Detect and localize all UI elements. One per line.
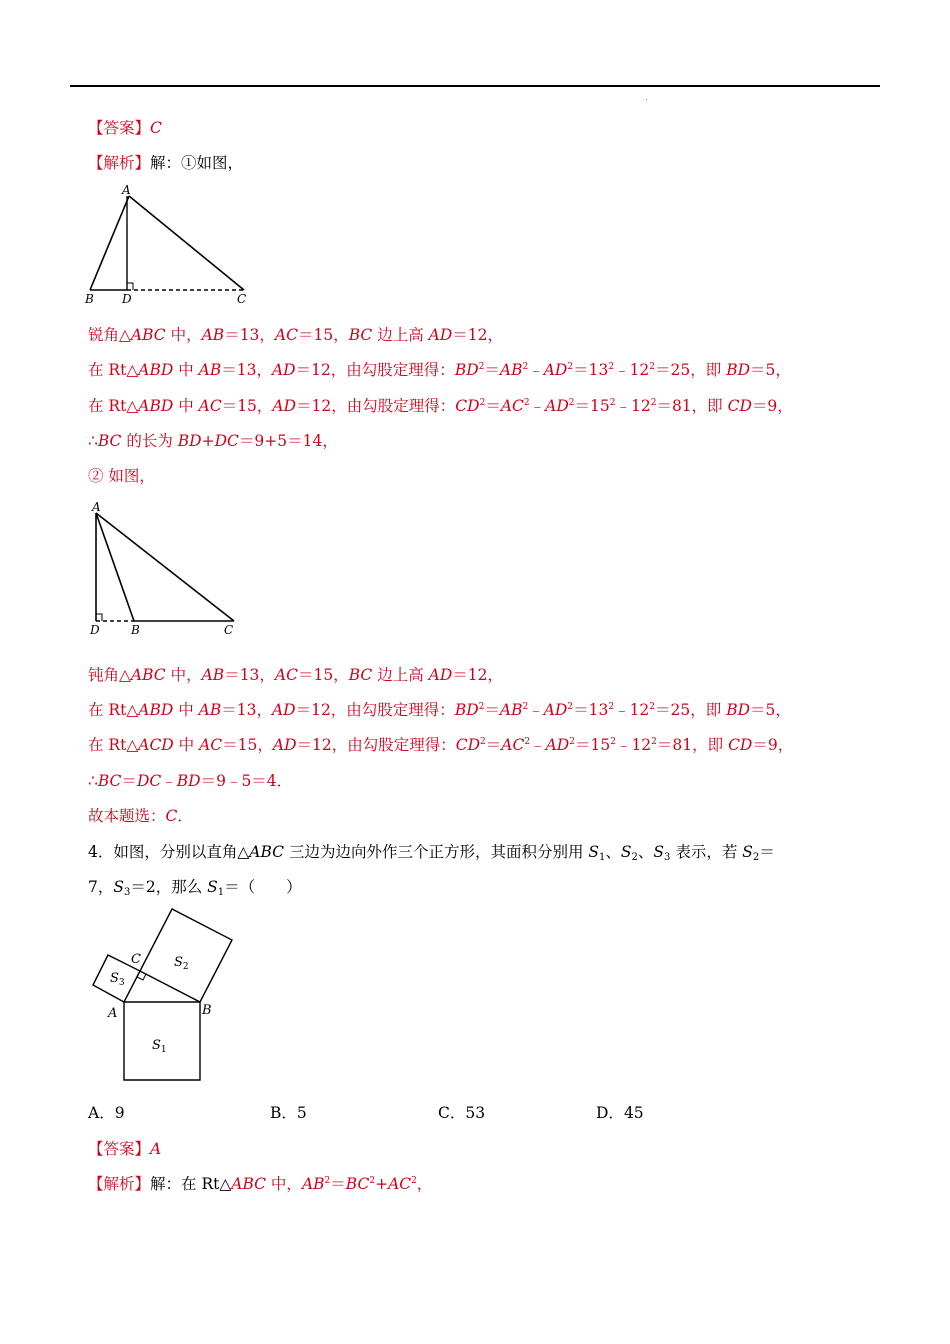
header-rule [70,85,880,87]
label-c: C [237,292,247,306]
analysis-line-2: 【解析】解：在 Rt△ABC 中，$AB^2=BC^2+AC^2$， [88,1175,433,1193]
side-ac [96,513,234,621]
side-ab [90,196,129,290]
option-c: C．53 [438,1104,486,1122]
figure-obtuse-triangle [84,497,244,642]
side-ab [96,513,134,621]
label-a: A [108,1006,118,1021]
square-s1 [124,1002,200,1080]
option-a: A．9 [88,1104,125,1122]
label-c: C [131,952,141,967]
label-b: B [85,292,94,306]
label-d: D [90,623,100,637]
label-a: A [92,500,101,514]
header-dot [646,99,647,100]
label-b: B [131,623,140,637]
label-c: C [224,623,234,637]
right-angle-mark [96,614,102,621]
label-d: D [122,292,132,306]
case2-line-1: 钝角△ABC 中，AB＝13，AC＝15，BC 边上高 AD＝12， [88,666,503,684]
analysis-line-1: 【解析】解：①如图， [88,154,244,172]
case1-line-2: 在 Rt△ABD 中 AB＝13，AD＝12，由勾股定理得：$BD^2=AB^2﹣AD^2=13^2﹣12^2=25$，即 BD＝5， [88,361,791,379]
case1-line-1: 锐角△ABC 中，AB＝13，AC＝15，BC 边上高 AD＝12， [88,326,503,344]
case2-line-4: ∴BC＝DC﹣BD＝9﹣5＝4． [88,772,293,790]
question-4-line-2: 7，$S_3=2$，那么 $S_1=$（ ） [88,878,302,898]
label-b: B [202,1003,212,1018]
case2-intro: ② 如图， [88,467,155,485]
case2-line-3: 在 Rt△ACD 中 AC＝15，AD＝12，由勾股定理得：$CD^2=AC^2﹣AD^2=15^2﹣12^2=81$，即 CD＝9， [88,736,794,754]
option-b: B．5 [270,1104,307,1122]
conclusion-line: 故本题选：C． [88,807,193,825]
question-4-line-1: 4．如图，分别以直角△ABC 三边为边向外作三个正方形，其面积分别用 $S_1$、$S_2$、$S_3$ 表示，若 $S_2=$ [88,843,775,863]
figure-acute-triangle [84,180,256,310]
square-s2 [140,909,232,1002]
label-s2: $S_2$ [174,955,189,972]
label-s3: $S_3$ [110,971,125,988]
side-ac [129,196,244,290]
case1-line-4: ∴BC 的长为 BD+DC＝9+5＝14， [88,432,338,450]
label-a: A [122,183,131,197]
right-angle-mark [127,283,133,290]
case2-line-2: 在 Rt△ABD 中 AB＝13，AD＝12，由勾股定理得：$BD^2=AB^2﹣AD^2=13^2﹣12^2=25$，即 BD＝5， [88,701,791,719]
answer-line-1: 【答案】C [88,119,162,137]
figure-three-squares [84,905,244,1090]
label-s1: $S_1$ [152,1038,167,1055]
answer-line-2: 【答案】A [88,1140,162,1158]
option-d: D．45 [596,1104,644,1122]
case1-line-3: 在 Rt△ABD 中 AC＝15，AD＝12，由勾股定理得：$CD^2=AC^2﹣AD^2=15^2﹣12^2=81$，即 CD＝9， [88,397,793,415]
